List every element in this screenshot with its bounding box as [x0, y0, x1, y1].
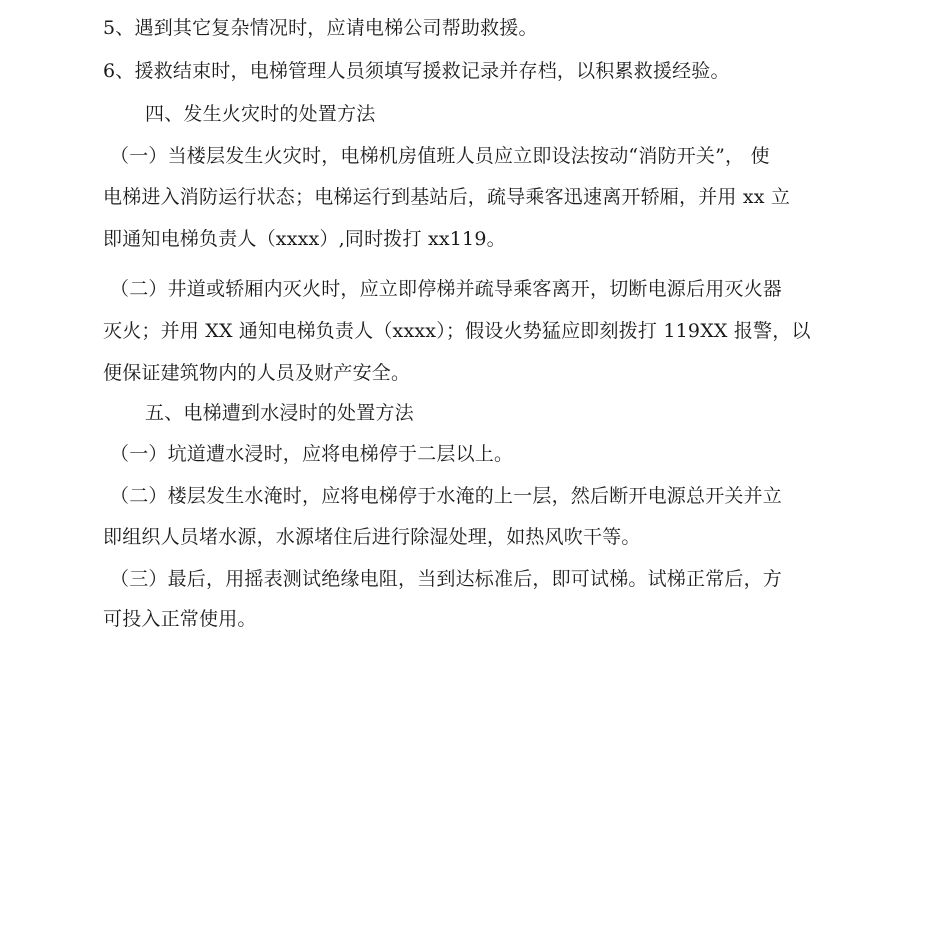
paragraph-line: 电梯进入消防运行状态；电梯运行到基站后，疏导乘客迅速离开轿厢，并用 xx 立 — [103, 186, 791, 208]
paragraph-line: 便保证建筑物内的人员及财产安全。 — [103, 362, 411, 384]
paragraph-line: 6、援救结束时，电梯管理人员须填写援救记录并存档，以积累救援经验。 — [103, 60, 730, 82]
paragraph-line: （二）井道或轿厢内灭火时，应立即停梯并疏导乘客离开，切断电源后用灭火器 — [110, 278, 783, 300]
paragraph-line: （二）楼层发生水淹时，应将电梯停于水淹的上一层，然后断开电源总开关并立 — [110, 485, 783, 507]
paragraph-line: 可投入正常使用。 — [103, 608, 257, 630]
section-heading: 四、发生火灾时的处置方法 — [145, 103, 376, 125]
paragraph-line: 5、遇到其它复杂情况时，应请电梯公司帮助救援。 — [103, 17, 538, 39]
section-heading: 五、电梯遭到水浸时的处置方法 — [145, 402, 414, 424]
paragraph-line: 即通知电梯负责人（xxxx）,同时拨打 xx119。 — [103, 228, 506, 250]
paragraph-line: 即组织人员堵水源，水源堵住后进行除湿处理，如热风吹干等。 — [103, 526, 641, 548]
paragraph-line: （三）最后，用摇表测试绝缘电阻，当到达标准后，即可试梯。试梯正常后，方 — [110, 568, 783, 590]
paragraph-line: （一）坑道遭水浸时，应将电梯停于二层以上。 — [110, 443, 514, 465]
paragraph-line: 灭火；并用 XX 通知电梯负责人（xxxx）；假设火势猛应即刻拨打 119XX 报警，以 — [103, 320, 811, 342]
paragraph-line: （一）当楼层发生火灾时，电梯机房值班人员应立即设法按动“消防开关”， 使 — [110, 145, 770, 167]
